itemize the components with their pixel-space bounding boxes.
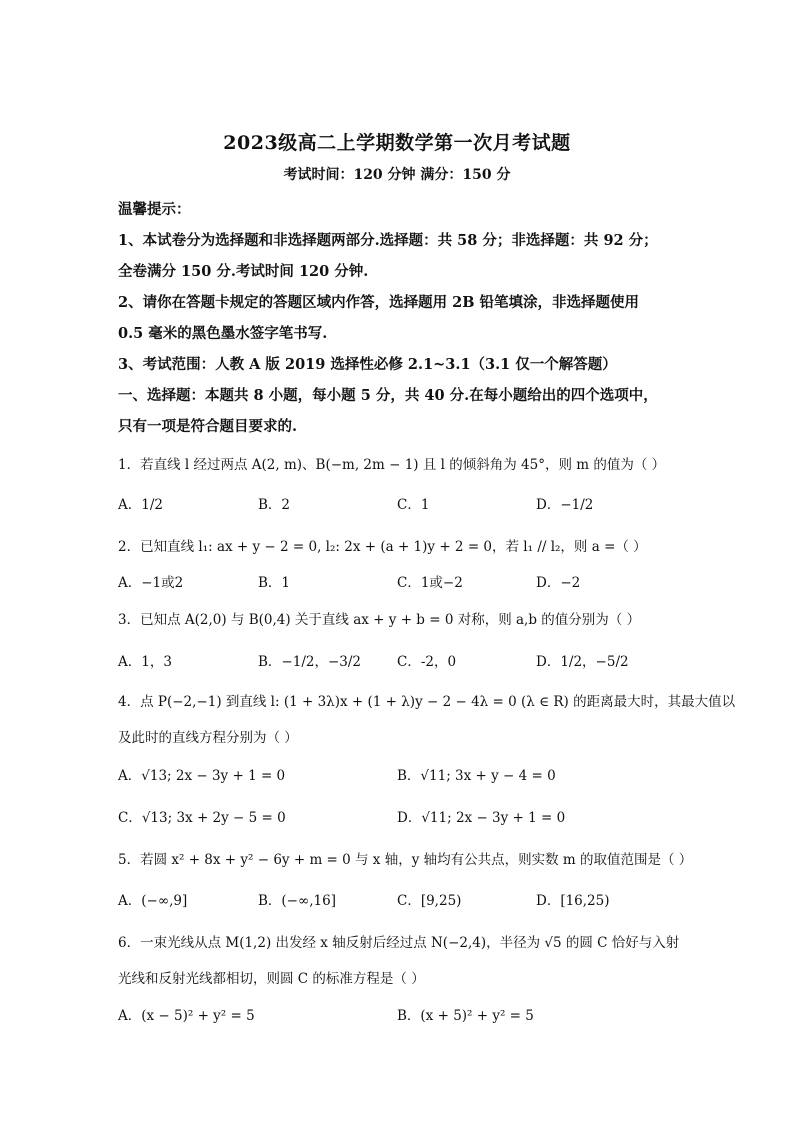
question-4-option-b: B．√11; 3x + y − 4 = 0 [397,768,556,784]
question-3-stem: 3．已知点 A(2,0) 与 B(0,4) 关于直线 ax + y + b = 0 对称，则 a,b 的值分别为（ ） [118,612,641,628]
question-5-stem: 5．若圆 x² + 8x + y² − 6y + m = 0 与 x 轴，y 轴均有公共点，则实数 m 的取值范围是（ ） [118,852,693,868]
question-5-option-a: A．(−∞,9] [118,893,188,909]
exam-title: 2023级高二上学期数学第一次月考试题 [223,132,571,154]
exam-subtitle: 考试时间：120 分钟 满分：150 分 [283,167,511,183]
tips-line: 1、本试卷分为选择题和非选择题两部分.选择题：共 58 分；非选择题：共 92 分； [118,232,658,249]
question-5-option-b: B．(−∞,16] [258,893,336,909]
question-2-stem: 2．已知直线 l₁: ax + y − 2 = 0, l₂: 2x + (a + 1)y + 2 = 0，若 l₁ // l₂，则 a =（ ） [118,539,647,555]
question-1-option-c: C．1 [397,497,430,513]
question-3-option-b: B．−1/2，−3/2 [258,654,361,670]
question-3-option-a: A．1，3 [118,654,172,670]
question-6-option-b: B．(x + 5)² + y² = 5 [397,1008,534,1024]
question-2-option-b: B．1 [258,575,291,591]
tips-line: 0.5 毫米的黑色墨水签字笔书写. [118,325,328,342]
question-4-option-c: C．√13; 3x + 2y − 5 = 0 [118,810,286,826]
tips-line: 3、考试范围：人教 A 版 2019 选择性必修 2.1~3.1（3.1 仅一个解答题） [118,356,617,373]
tips-line: 全卷满分 150 分.考试时间 120 分钟. [118,263,369,280]
question-1-option-b: B．2 [258,497,291,513]
question-1-option-d: D．−1/2 [536,497,594,513]
tips-line: 2、请你在答题卡规定的答题区域内作答，选择题用 2B 铅笔填涂，非选择题使用 [118,294,640,311]
question-2-option-c: C．1或−2 [397,575,463,591]
question-5-option-c: C．[9,25) [397,893,462,909]
question-4-stem: 及此时的直线方程分别为（ ） [118,730,298,746]
question-1-stem: 1．若直线 l 经过两点 A(2, m)、B(−m, 2m − 1) 且 l 的倾斜角为 45°，则 m 的值为（ ） [118,457,666,473]
tips-heading: 温馨提示： [118,201,191,218]
question-6-stem: 光线和反射光线都相切，则圆 C 的标准方程是（ ） [118,971,425,987]
question-4-option-a: A．√13; 2x − 3y + 1 = 0 [118,768,286,784]
question-3-option-d: D．1/2，−5/2 [536,654,629,670]
question-1-option-a: A．1/2 [118,497,163,513]
question-6-option-a: A．(x − 5)² + y² = 5 [118,1008,255,1024]
question-2-option-a: A．−1或2 [118,575,184,591]
question-4-option-d: D．√11; 2x − 3y + 1 = 0 [397,810,566,826]
section-heading: 只有一项是符合题目要求的. [118,418,298,435]
question-6-stem: 6．一束光线从点 M(1,2) 出发经 x 轴反射后经过点 N(−2,4)，半径为 √5 的圆 C 恰好与入射 [118,935,680,951]
question-2-option-d: D．−2 [536,575,581,591]
question-5-option-d: D．[16,25) [536,893,610,909]
question-4-stem: 4．点 P(−2,−1) 到直线 l: (1 + 3λ)x + (1 + λ)y − 2 − 4λ = 0 (λ ∈ R) 的距离最大时，其最大值以 [118,694,736,710]
question-3-option-c: C．-2，0 [397,654,457,670]
section-heading: 一、选择题：本题共 8 小题，每小题 5 分，共 40 分.在每小题给出的四个选项中， [118,387,658,404]
